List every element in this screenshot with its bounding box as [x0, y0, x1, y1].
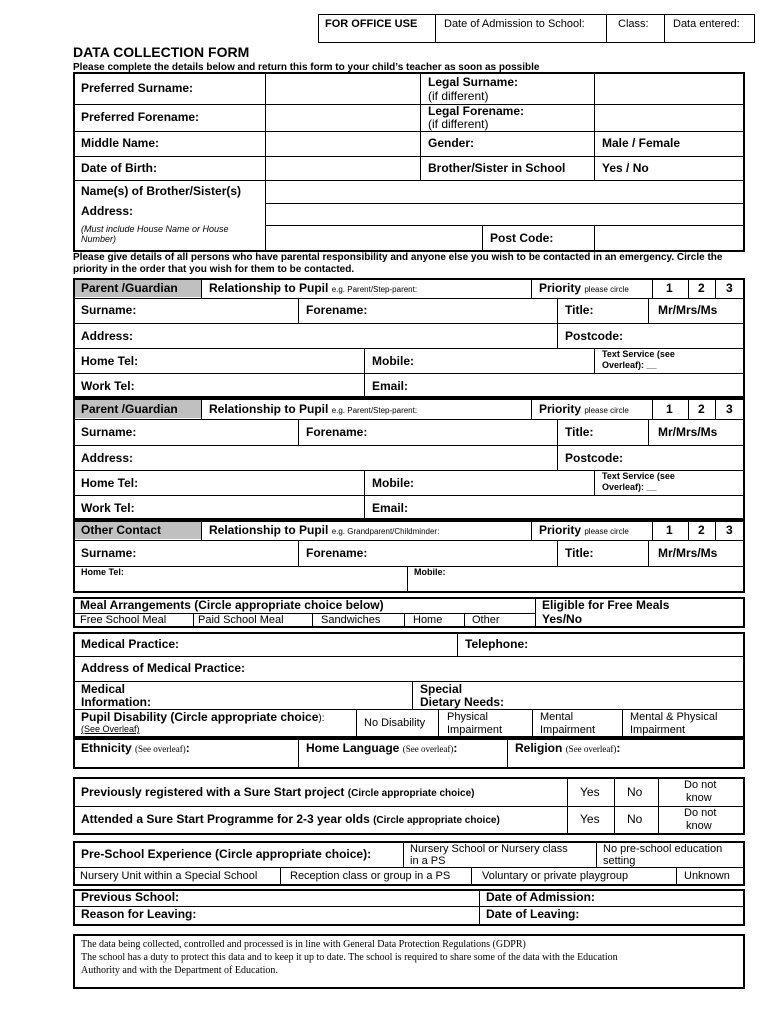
gdpr-line-1: The data being collected, controlled and processed is in line with General Data Protection Regulations (GDPR)	[81, 939, 526, 950]
surestart-q1-yes[interactable]: Yes	[580, 785, 600, 799]
contact-3-mobile: Mobile:	[414, 567, 446, 577]
date-admission-label: Date of Admission:	[486, 890, 595, 904]
religion-label: Religion (See overleaf):	[515, 741, 621, 755]
contact-2-home-tel: Home Tel:	[81, 476, 139, 490]
reason-leaving-label: Reason for Leaving:	[81, 907, 197, 921]
dietary-label-2: Dietary Needs:	[420, 695, 505, 709]
office-use-label: FOR OFFICE USE	[325, 18, 418, 30]
free-meals-yes-no[interactable]: Yes/No	[542, 612, 583, 626]
disability-option-both-1[interactable]: Mental & Physical	[630, 711, 718, 723]
contact-1-text-service: Text Service (see	[602, 349, 675, 359]
contact-2-priority-label: Priority please circle	[539, 402, 629, 416]
contact-3-relationship: Relationship to Pupil e.g. Grandparent/Childminder:	[209, 523, 440, 537]
contact-1-titles[interactable]: Mr/Mrs/Ms	[658, 303, 718, 317]
gdpr-line-3: Authority and with the Department of Education.	[81, 965, 278, 976]
preschool-option-playgroup[interactable]: Voluntary or private playgroup	[482, 870, 629, 882]
disability-option-mental-1[interactable]: Mental	[540, 711, 574, 723]
surestart-q1: Previously registered with a Sure Start project (Circle appropriate choice)	[81, 785, 475, 799]
preschool-option-none-1[interactable]: No pre-school education	[603, 843, 723, 855]
contact-2-overleaf: Overleaf): __	[602, 482, 657, 492]
sibling-names-label: Name(s) of Brother/Sister(s)	[81, 184, 242, 198]
disability-option-none[interactable]: No Disability	[364, 717, 426, 729]
contact-3-priority-1[interactable]: 1	[666, 523, 673, 537]
contact-2-priority-1[interactable]: 1	[666, 402, 673, 416]
address-label: Address:	[81, 204, 134, 218]
form-subtitle: Please complete the details below and return this form to your child’s teacher as soon as possible	[73, 62, 540, 73]
parental-instructions: Please give details of all persons who have parental responsibility and anyone else you wish to be contacted in an emergency. Circle the priority in the order that you wish for them to be contacted.	[73, 252, 723, 275]
contact-1-priority-3[interactable]: 3	[726, 281, 733, 295]
preschool-heading: Pre-School Experience (Circle appropriate choice):	[81, 847, 372, 861]
contact-1-postcode: Postcode:	[565, 329, 624, 343]
legal-surname-note: (if different)	[428, 89, 489, 103]
sibling-yes-no[interactable]: Yes / No	[602, 161, 649, 175]
meals-heading: Meal Arrangements (Circle appropriate choice below)	[80, 598, 384, 612]
preschool-option-nursery-2[interactable]: in a PS	[410, 855, 446, 867]
contact-3-home-tel: Home Tel:	[81, 567, 124, 577]
middle-name-label: Middle Name:	[81, 136, 160, 150]
contact-2-surname: Surname:	[81, 425, 137, 439]
home-language-label: Home Language (See overleaf):	[306, 741, 458, 755]
contact-1-relationship: Relationship to Pupil e.g. Parent/Step-parent:	[209, 281, 418, 295]
disability-see-overleaf: (See Overleaf)	[81, 724, 140, 734]
legal-forename-note: (if different)	[428, 117, 489, 131]
date-leaving-label: Date of Leaving:	[486, 907, 580, 921]
contact-2-type: Parent /Guardian	[81, 402, 178, 416]
ethnicity-label: Ethnicity (See overleaf):	[81, 741, 190, 755]
medical-practice-label: Medical Practice:	[81, 637, 180, 651]
contact-2-titles[interactable]: Mr/Mrs/Ms	[658, 425, 718, 439]
contact-1-type: Parent /Guardian	[81, 281, 178, 295]
contact-3-type: Other Contact	[81, 523, 162, 537]
meal-option-other[interactable]: Other	[472, 614, 500, 626]
meal-option-paid[interactable]: Paid School Meal	[198, 614, 284, 626]
contact-1-mobile: Mobile:	[372, 354, 414, 368]
contact-1-work-tel: Work Tel:	[81, 379, 135, 393]
surestart-q2: Attended a Sure Start Programme for 2-3 year olds (Circle appropriate choice)	[81, 812, 500, 826]
sibling-school-label: Brother/Sister in School	[428, 161, 566, 175]
contact-3-forename: Forename:	[306, 546, 368, 560]
contact-1-priority-2[interactable]: 2	[698, 281, 705, 295]
preferred-surname-label: Preferred Surname:	[81, 81, 194, 95]
medical-telephone-label: Telephone:	[465, 637, 529, 651]
contact-1-email: Email:	[372, 379, 409, 393]
contact-1-priority-1[interactable]: 1	[666, 281, 673, 295]
contact-1-surname: Surname:	[81, 303, 137, 317]
legal-surname-label: Legal Surname:	[428, 75, 519, 89]
contact-3-title: Title:	[565, 546, 594, 560]
medical-info-label-1: Medical	[81, 682, 126, 696]
disability-option-mental-2[interactable]: Impairment	[540, 724, 596, 736]
meal-option-free[interactable]: Free School Meal	[80, 614, 167, 626]
form-title: DATA COLLECTION FORM	[73, 44, 250, 60]
surestart-q1-dontknow-1[interactable]: Do not	[684, 779, 717, 791]
preferred-forename-label: Preferred Forename:	[81, 110, 200, 124]
surestart-q2-dontknow-2[interactable]: know	[686, 820, 712, 832]
disability-option-physical-1[interactable]: Physical	[447, 711, 488, 723]
preschool-option-none-2[interactable]: setting	[603, 855, 636, 867]
meal-option-sandwiches[interactable]: Sandwiches	[321, 614, 381, 626]
preschool-option-unknown[interactable]: Unknown	[684, 870, 730, 882]
previous-school-label: Previous School:	[81, 890, 180, 904]
contact-2-mobile: Mobile:	[372, 476, 414, 490]
office-admission-label: Date of Admission to School:	[444, 18, 585, 30]
legal-forename-label: Legal Forename:	[428, 104, 525, 118]
office-class-label: Class:	[618, 18, 649, 30]
disability-label: Pupil Disability (Circle appropriate choice):	[81, 710, 325, 724]
preschool-option-reception[interactable]: Reception class or group in a PS	[290, 870, 451, 882]
surestart-q1-no[interactable]: No	[627, 785, 643, 799]
disability-option-both-2[interactable]: Impairment	[630, 724, 686, 736]
contact-2-title: Title:	[565, 425, 594, 439]
contact-3-surname: Surname:	[81, 546, 137, 560]
surestart-q2-no[interactable]: No	[627, 812, 643, 826]
contact-3-priority-label: Priority please circle	[539, 523, 629, 537]
contact-1-overleaf: Overleaf): __	[602, 360, 657, 370]
contact-1-home-tel: Home Tel:	[81, 354, 139, 368]
contact-1-address: Address:	[81, 329, 134, 343]
contact-2-postcode: Postcode:	[565, 451, 624, 465]
contact-2-address: Address:	[81, 451, 134, 465]
preschool-option-nursery-1[interactable]: Nursery School or Nursery class	[410, 843, 568, 855]
gender-label: Gender:	[428, 136, 475, 150]
surestart-q2-yes[interactable]: Yes	[580, 812, 600, 826]
contact-3-priority-3[interactable]: 3	[726, 523, 733, 537]
address-note: (Must include House Name or House Number)	[81, 224, 229, 244]
preschool-option-special[interactable]: Nursery Unit within a Special School	[80, 870, 258, 882]
dietary-label-1: Special	[420, 682, 463, 696]
disability-option-physical-2[interactable]: Impairment	[447, 724, 503, 736]
meal-option-home[interactable]: Home	[413, 614, 443, 626]
contact-2-priority-3[interactable]: 3	[726, 402, 733, 416]
contact-2-email: Email:	[372, 501, 409, 515]
medical-address-label: Address of Medical Practice:	[81, 661, 246, 675]
dob-label: Date of Birth:	[81, 161, 157, 175]
free-meals-eligible-label: Eligible for Free Meals	[542, 598, 670, 612]
office-entered-label: Data entered:	[673, 18, 740, 30]
medical-info-label-2: Information:	[81, 695, 151, 709]
contact-3-priority-2[interactable]: 2	[698, 523, 705, 537]
contact-2-forename: Forename:	[306, 425, 368, 439]
gender-options[interactable]: Male / Female	[602, 136, 681, 150]
contact-1-title: Title:	[565, 303, 594, 317]
contact-3-titles[interactable]: Mr/Mrs/Ms	[658, 546, 718, 560]
surestart-q1-dontknow-2[interactable]: know	[686, 792, 712, 804]
surestart-q2-dontknow-1[interactable]: Do not	[684, 807, 717, 819]
gdpr-line-2: The school has a duty to protect this data and to keep it up to date. The school is required to share some of the data with the Education	[81, 952, 618, 963]
contact-1-priority-label: Priority please circle	[539, 281, 629, 295]
contact-2-work-tel: Work Tel:	[81, 501, 135, 515]
postcode-label: Post Code:	[490, 231, 554, 245]
contact-1-forename: Forename:	[306, 303, 368, 317]
contact-2-text-service: Text Service (see	[602, 471, 675, 481]
contact-2-relationship: Relationship to Pupil e.g. Parent/Step-parent:	[209, 402, 418, 416]
contact-2-priority-2[interactable]: 2	[698, 402, 705, 416]
